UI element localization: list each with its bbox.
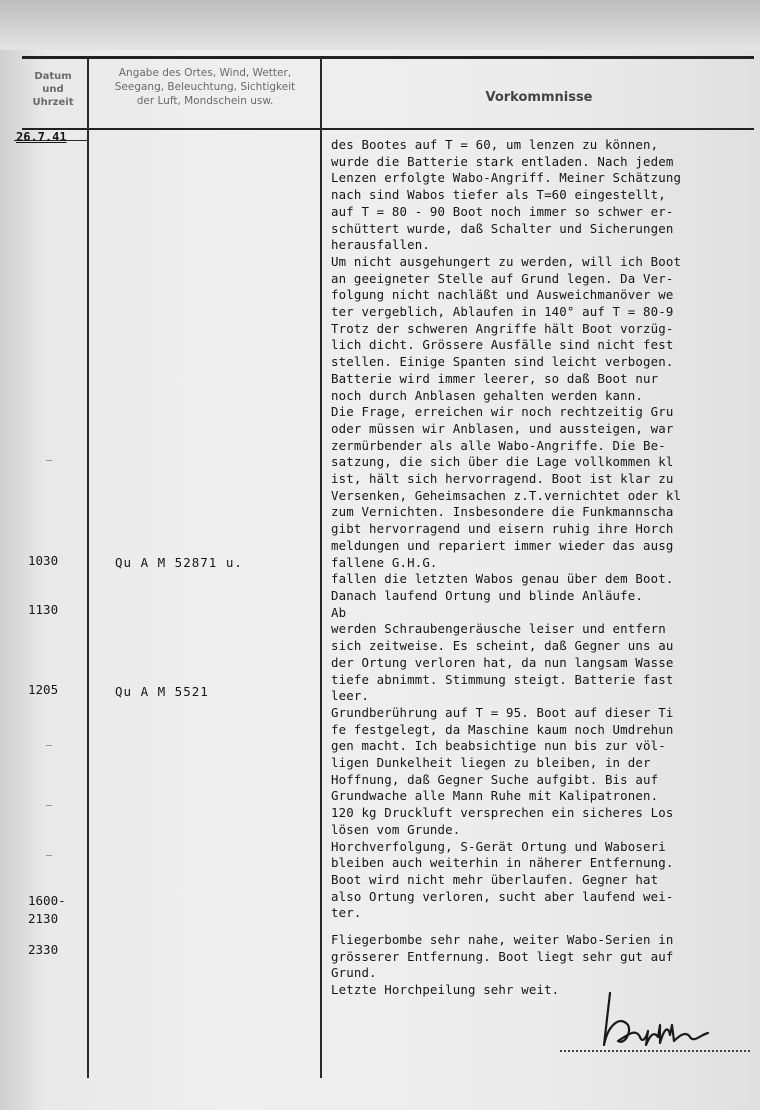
entry-time: 2330 [28, 942, 59, 957]
header-events-column: Vorkommnisse [485, 90, 593, 105]
header-place-column [92, 66, 318, 108]
event-line: grösserer Entfernung. Boot liegt sehr gut auf [331, 948, 674, 964]
event-line: leer. [331, 688, 370, 704]
event-line: fallen die letzten Wabos genau über dem Boot. [331, 571, 674, 587]
event-line: Hoffnung, daß Gegner Suche aufgibt. Bis auf [331, 771, 659, 787]
signature-mark [590, 985, 720, 1055]
header-place-line: der Luft, Mondschein usw. [136, 95, 274, 107]
header-bottom-rule [22, 128, 754, 130]
event-line: ter vergeblich, Ablaufen in 140° auf T = 80-9 [331, 304, 674, 320]
event-line: ligen Dunkelheit liegen zu bleiben, in der [331, 755, 651, 771]
event-line: nach sind Wabos tiefer als T=60 eingestellt, [331, 187, 666, 203]
event-line: ter. [331, 905, 362, 921]
event-line: zum Vernichten. Insbesondere die Funkmannscha [331, 504, 674, 520]
entry-date: 26.7.41 [16, 130, 67, 144]
margin-mark [46, 855, 52, 856]
margin-mark [46, 460, 52, 461]
event-line: Horchverfolgung, S-Gerät Ortung und Waboseri [331, 838, 666, 854]
event-line: des Bootes auf T = 60, um lenzen zu können, [331, 137, 659, 152]
event-line: fallene G.H.G. [331, 554, 438, 570]
event-line: Danach laufend Ortung und blinde Anläufe. [331, 587, 644, 603]
event-line: lösen vom Grunde. [331, 821, 461, 837]
event-line: also Ortung verloren, sucht aber laufend wei- [331, 888, 674, 904]
margin-mark [46, 805, 52, 806]
event-line: wurde die Batterie stark entladen. Nach jedem [331, 153, 674, 169]
event-line: sich zeitweise. Es scheint, daß Gegner uns au [331, 638, 674, 654]
header-date-line: Datum [34, 71, 72, 82]
event-line: schüttert wurde, daß Schalter und Sicherungen [331, 220, 674, 236]
event-line: Um nicht ausgehungert zu werden, will ich Boot [331, 253, 682, 269]
event-line: Trotz der schweren Angriffe hält Boot vorzüg- [331, 320, 674, 336]
event-line: Grund. [331, 965, 377, 981]
entry-place: Qu A M 5521 [115, 684, 209, 699]
header-place-line: Seegang, Beleuchtung, Sichtigkeit [114, 81, 296, 93]
event-line: Fliegerbombe sehr nahe, weiter Wabo-Serien in [331, 932, 674, 948]
event-line: zermürbender als alle Wabo-Angriffe. Die Be- [331, 437, 666, 453]
event-line: bleiben auch weiterhin in näherer Entfernung. [331, 855, 674, 871]
event-line: Lenzen erfolgte Wabo-Angriff. Meiner Schätzung [331, 170, 682, 186]
event-line: gen macht. Ich beabsichtige nun bis zur völ- [331, 738, 666, 754]
entry-time: 2130 [28, 911, 59, 926]
event-line: gibt hervorragend und eisern ruhig ihre Horch [331, 521, 674, 537]
header-place-line: Angabe des Ortes, Wind, Wetter, [118, 67, 292, 79]
event-line: noch durch Anblasen gehalten werden kann. [331, 387, 644, 403]
event-line: der Ortung verloren hat, da nun langsam Wasse [331, 654, 674, 670]
entry-time: 1130 [28, 602, 59, 617]
event-line: Boot wird nicht mehr überlaufen. Gegner hat [331, 871, 659, 887]
event-line: Grundwache alle Mann Ruhe mit Kalipatronen. [331, 788, 659, 804]
event-line: Die Frage, erreichen wir noch rechtzeitig Gru [331, 404, 674, 420]
event-line: Ab [331, 604, 347, 620]
entry-time: 1600- [28, 893, 66, 908]
event-line: ist, hält sich hervorragend. Boot ist klar zu [331, 471, 674, 487]
event-line: Versenken, Geheimsachen z.T.vernichtet oder kl [331, 487, 682, 503]
event-line: Grundberührung auf T = 95. Boot auf dieser Ti [331, 704, 674, 720]
header-date-line: Uhrzeit [32, 97, 74, 108]
events-text [331, 137, 759, 999]
event-line: Letzte Horchpeilung sehr weit. [331, 982, 560, 998]
event-line: fe festgelegt, da Maschine kaum noch Umdrehun [331, 721, 674, 737]
event-line: tiefe abnimmt. Stimmung steigt. Batterie fast [331, 671, 674, 687]
scan-shadow [0, 0, 760, 50]
entry-place: Qu A M 52871 u. [115, 555, 243, 570]
event-line: herausfallen. [331, 237, 430, 253]
event-line: folgung nicht nachläßt und Ausweichmanöver we [331, 287, 674, 303]
event-line: auf T = 80 - 90 Boot noch immer so schwer er- [331, 203, 674, 219]
event-line: satzung, die sich über die Lage vollkommen kl [331, 454, 674, 470]
event-line: Batterie wird immer leerer, so daß Boot nur [331, 370, 659, 386]
signature-dotted-line [560, 1050, 750, 1052]
margin-mark [46, 745, 52, 746]
header-date-column [22, 70, 84, 109]
event-line: meldungen und repariert immer wieder das ausg [331, 537, 674, 553]
top-rule [22, 56, 754, 59]
place-column-divider [320, 58, 322, 1078]
entry-time: 1030 [28, 553, 59, 568]
event-line: werden Schraubengeräusche leiser und entfern [331, 621, 666, 637]
event-line: stellen. Einige Spanten sind leicht verbogen. [331, 354, 674, 370]
event-line: oder müssen wir Anblasen, und aussteigen, war [331, 420, 674, 436]
event-line: 120 kg Druckluft versprechen ein sicheres Los [331, 805, 674, 821]
header-date-line: und [42, 84, 64, 95]
event-line: an geeigneter Stelle auf Grund legen. Da Ver- [331, 270, 674, 286]
date-column-divider [87, 58, 89, 1078]
entry-time: 1205 [28, 682, 59, 697]
event-line: lich dicht. Grössere Ausfälle sind nicht fest [331, 337, 674, 353]
